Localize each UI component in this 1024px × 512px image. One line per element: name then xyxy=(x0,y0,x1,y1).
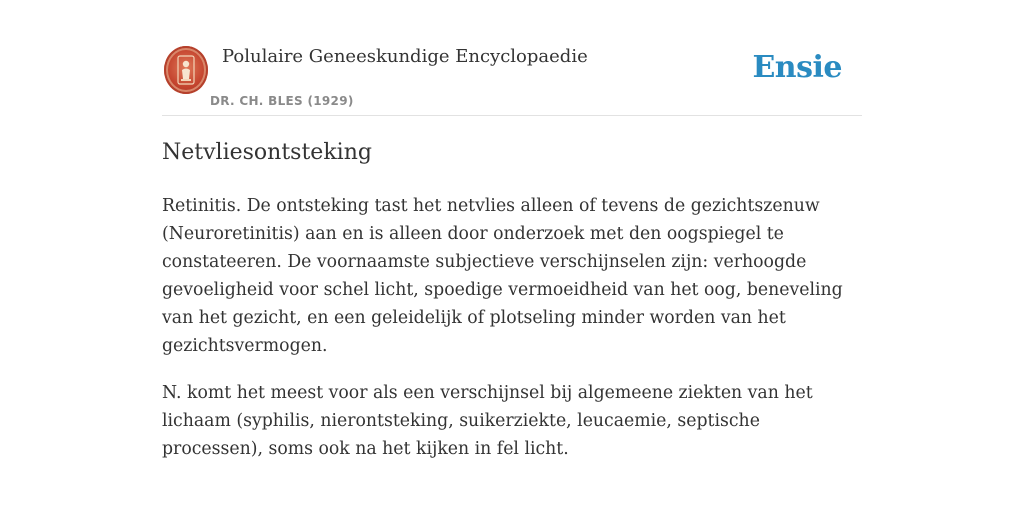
article-title: Netvliesontsteking xyxy=(162,140,372,165)
ensie-logo[interactable]: Ensie xyxy=(752,50,842,85)
article-paragraph: Retinitis. De ontsteking tast het netvlies alleen of tevens de gezichtszenuw (Neuroretinitis) aan en is alleen door onderzoek met den oogspiegel te constateeren. De voornaamste subjectieve verschijnselen zijn: verhoogde gevoeligheid voor schel licht, spoedige vermoeidheid van het oog, beneveling van het gezicht, en een geleidelijk of plotseling minder worden van het gezichtsvermogen. xyxy=(162,196,843,356)
book-cover-icon[interactable] xyxy=(164,46,208,94)
book-title[interactable]: Polulaire Geneeskundige Encyclopaedie xyxy=(222,46,588,67)
article-paragraph: N. komt het meest voor als een verschijnsel bij algemeene ziekten van het lichaam (syphilis, nierontsteking, suikerziekte, leucaemie, septische processen), soms ook na het kijken in fel licht. xyxy=(162,383,813,459)
article-body xyxy=(162,192,862,482)
book-author: DR. CH. BLES (1929) xyxy=(210,94,354,108)
page-header xyxy=(162,44,862,116)
